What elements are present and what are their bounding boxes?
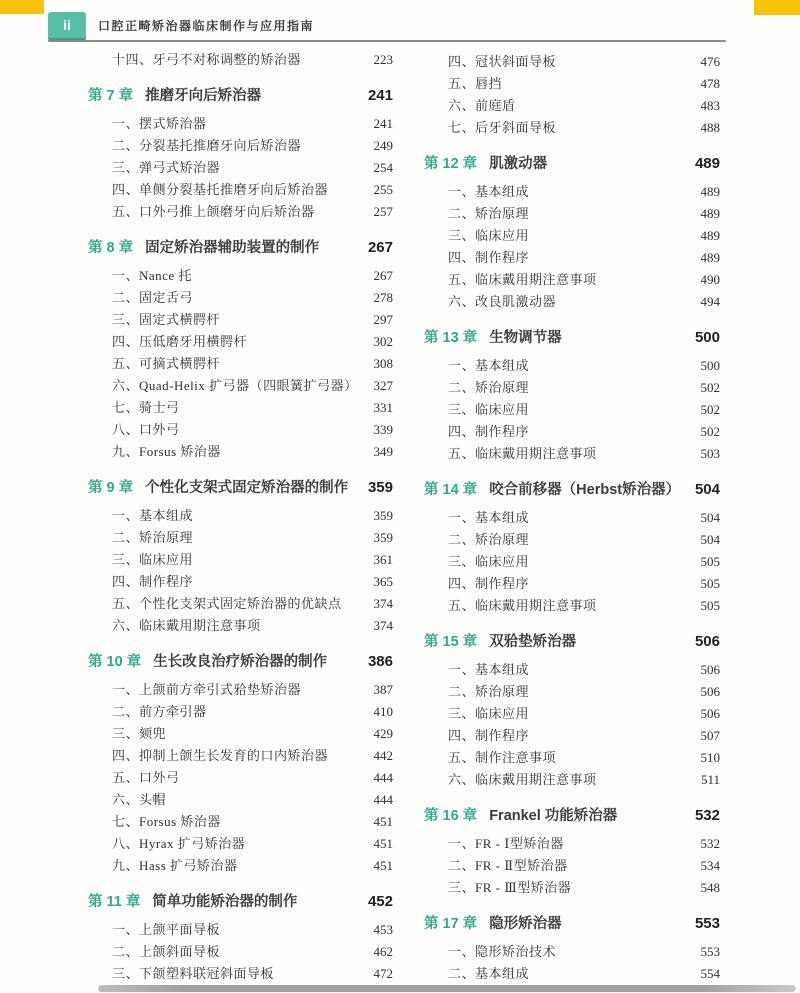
toc-item [88, 441, 393, 463]
toc-item-page-number: 510 [700, 750, 720, 765]
chapter-title: 简单功能矫治器的制作 [152, 894, 298, 910]
toc-item [424, 95, 720, 117]
chapter-heading [424, 629, 720, 655]
toc-item-page-number: 489 [700, 228, 720, 243]
toc-item [424, 203, 720, 225]
toc-item [88, 593, 393, 615]
toc-block [424, 51, 720, 139]
toc-item [424, 225, 720, 247]
toc-item-label: 四、压低磨牙用横腭杆 [112, 334, 248, 349]
toc-block [424, 803, 720, 899]
chapter-heading [88, 475, 393, 501]
toc-item-label: 十四、牙弓不对称调整的矫治器 [112, 52, 302, 67]
toc-item-page-number: 506 [700, 706, 720, 721]
toc-item-page-number: 504 [700, 532, 720, 547]
toc-item-label: 六、临床戴用期注意事项 [112, 618, 261, 633]
toc-block [88, 889, 393, 985]
toc-item-label: 五、口外弓推上颌磨牙向后矫治器 [112, 204, 315, 219]
toc-item-label: 一、上颌平面导板 [112, 922, 221, 937]
chapter-number: 第 12 章 [424, 156, 478, 172]
toc-item-label: 一、隐形矫治技术 [448, 944, 557, 959]
chapter-number: 第 13 章 [424, 330, 478, 346]
toc-item-label: 四、单侧分裂基托推磨牙向后矫治器 [112, 182, 329, 197]
page-number-badge [48, 12, 86, 41]
toc-item [424, 703, 720, 725]
toc-item-label: 二、矫治原理 [448, 684, 530, 699]
toc-item [424, 399, 720, 421]
toc-item-label: 二、分裂基托推磨牙向后矫治器 [112, 138, 302, 153]
toc-item-page-number: 507 [700, 728, 720, 743]
toc-block [424, 911, 720, 985]
chapter-page-number: 241 [367, 87, 393, 104]
toc-item-page-number: 254 [373, 160, 393, 175]
chapter-page-number: 504 [694, 481, 720, 498]
chapter-title: 个性化支架式固定矫治器的制作 [145, 480, 349, 496]
toc-item [424, 421, 720, 443]
chapter-number: 第 9 章 [88, 480, 134, 496]
toc-item-page-number: 489 [700, 250, 720, 265]
toc-item-page-number: 472 [373, 966, 393, 981]
toc-item [88, 941, 393, 963]
toc-item [88, 723, 393, 745]
toc-item-page-number: 502 [700, 424, 720, 439]
toc-item-page-number: 257 [373, 204, 393, 219]
toc-item-label: 一、摆式矫治器 [112, 116, 207, 131]
toc-left-column [88, 49, 393, 985]
chapter-page-number: 489 [694, 155, 720, 172]
toc-item-page-number: 504 [700, 510, 720, 525]
toc-item [88, 679, 393, 701]
book-title: 口腔正畸矫治器临床制作与应用指南 [98, 19, 315, 33]
toc-item-page-number: 331 [373, 400, 393, 415]
chapter-page-number: 553 [694, 915, 720, 932]
chapter-number: 第 10 章 [88, 654, 142, 670]
toc-item [88, 615, 393, 637]
toc-item-label: 五、可摘式横腭杆 [112, 356, 221, 371]
toc-item-label: 三、弹弓式矫治器 [112, 160, 221, 175]
toc-item [424, 833, 720, 855]
yellow-corner-top-left [0, 0, 44, 14]
toc-item [424, 529, 720, 551]
toc-item-label: 四、制作程序 [448, 576, 530, 591]
toc-block [88, 83, 393, 223]
toc-item [88, 157, 393, 179]
toc-item-label: 四、制作程序 [448, 728, 530, 743]
chapter-heading [88, 649, 393, 675]
toc-item-page-number: 444 [373, 770, 393, 785]
toc-item [424, 377, 720, 399]
chapter-page-number: 386 [367, 653, 393, 670]
toc-block [424, 477, 720, 617]
chapter-title: 双𬌗垫矫治器 [489, 634, 577, 650]
toc-item [424, 269, 720, 291]
toc-item-label: 二、上颌斜面导板 [112, 944, 221, 959]
toc-item-label: 七、Forsus 矫治器 [112, 814, 221, 829]
toc-item-label: 一、基本组成 [448, 662, 530, 677]
toc-item-label: 三、临床应用 [448, 228, 530, 243]
toc-item-label: 一、基本组成 [112, 508, 194, 523]
toc-item-label: 三、临床应用 [448, 554, 530, 569]
toc-item [424, 181, 720, 203]
toc-item [88, 135, 393, 157]
toc-item-label: 八、Hyrax 扩弓矫治器 [112, 836, 246, 851]
chapter-title: 生长改良治疗矫治器的制作 [153, 654, 328, 670]
chapter-page-number: 267 [367, 239, 393, 256]
toc-item-page-number: 553 [700, 944, 720, 959]
toc-item-label: 五、唇挡 [448, 76, 503, 91]
toc-item [88, 505, 393, 527]
chapter-title: 隐形矫治器 [489, 916, 562, 932]
toc-item [424, 247, 720, 269]
toc-item-label: 五、临床戴用期注意事项 [448, 598, 597, 613]
toc-item-page-number: 483 [700, 98, 720, 113]
toc-item-page-number: 500 [700, 358, 720, 373]
toc-item-label: 二、矫治原理 [448, 532, 530, 547]
chapter-number: 第 8 章 [88, 240, 134, 256]
toc-block [88, 475, 393, 637]
toc-item [88, 397, 393, 419]
toc-item-page-number: 241 [373, 116, 393, 131]
toc-item [88, 767, 393, 789]
toc-item [88, 309, 393, 331]
chapter-title: 推磨牙向后矫治器 [145, 88, 262, 104]
toc-block [88, 49, 393, 71]
toc-item [88, 571, 393, 593]
toc-item-page-number: 365 [373, 574, 393, 589]
toc-item-label: 二、矫治原理 [448, 206, 530, 221]
toc-item-label: 九、Hass 扩弓矫治器 [112, 858, 238, 873]
toc-item-page-number: 502 [700, 380, 720, 395]
toc-item-page-number: 359 [373, 508, 393, 523]
chapter-heading [424, 477, 720, 503]
toc-item-page-number: 374 [373, 596, 393, 611]
toc-item-page-number: 374 [373, 618, 393, 633]
toc-item-page-number: 494 [700, 294, 720, 309]
toc-item-label: 三、下颌塑料联冠斜面导板 [112, 966, 275, 981]
toc-item-label: 一、FR - Ⅰ型矫治器 [448, 836, 564, 851]
toc-item-label: 五、制作注意事项 [448, 750, 557, 765]
chapter-number: 第 16 章 [424, 808, 478, 824]
toc-item [88, 527, 393, 549]
chapter-number: 第 17 章 [424, 916, 478, 932]
toc-item-label: 二、前方牵引器 [112, 704, 207, 719]
toc-item-page-number: 302 [373, 334, 393, 349]
toc-item-page-number: 506 [700, 662, 720, 677]
chapter-number: 第 14 章 [424, 482, 478, 498]
toc-item-page-number: 506 [700, 684, 720, 699]
toc-item [88, 265, 393, 287]
toc-item-label: 六、Quad-Helix 扩弓器（四眼簧扩弓器） [112, 378, 358, 393]
toc-block [424, 325, 720, 465]
toc-block [424, 629, 720, 791]
chapter-page-number: 359 [367, 479, 393, 496]
toc-item-page-number: 476 [700, 54, 720, 69]
toc-item-label: 四、冠状斜面导板 [448, 54, 557, 69]
toc-item-page-number: 488 [700, 120, 720, 135]
toc-item-page-number: 387 [373, 682, 393, 697]
toc-item-label: 七、骑士弓 [112, 400, 180, 415]
chapter-heading [424, 911, 720, 937]
toc-item-page-number: 410 [373, 704, 393, 719]
toc-item [424, 507, 720, 529]
toc-item-page-number: 548 [700, 880, 720, 895]
toc-item-page-number: 554 [700, 966, 720, 981]
toc-item [424, 725, 720, 747]
toc-item-page-number: 429 [373, 726, 393, 741]
toc-item-label: 四、制作程序 [448, 250, 530, 265]
toc-item [88, 287, 393, 309]
chapter-heading [424, 151, 720, 177]
toc-item [424, 573, 720, 595]
chapter-heading [424, 803, 720, 829]
toc-item-label: 五、临床戴用期注意事项 [448, 446, 597, 461]
toc-item [88, 963, 393, 985]
toc-item-label: 一、基本组成 [448, 184, 530, 199]
toc-item-page-number: 478 [700, 76, 720, 91]
toc-item-label: 六、改良肌激动器 [448, 294, 557, 309]
toc-item-label: 六、临床戴用期注意事项 [448, 772, 597, 787]
toc-right-column [424, 51, 720, 985]
toc-item-page-number: 297 [373, 312, 393, 327]
toc-item-page-number: 505 [700, 554, 720, 569]
chapter-title: 固定矫治器辅助装置的制作 [145, 240, 320, 256]
chapter-number: 第 15 章 [424, 634, 478, 650]
toc-item-page-number: 223 [373, 52, 393, 67]
header-rule [48, 40, 726, 42]
chapter-heading [424, 325, 720, 351]
toc-item [424, 355, 720, 377]
toc-item-page-number: 489 [700, 184, 720, 199]
chapter-page-number: 500 [694, 329, 720, 346]
toc-item-page-number: 361 [373, 552, 393, 567]
chapter-title: 肌激动器 [489, 156, 548, 172]
toc-item [88, 49, 393, 71]
toc-item [424, 51, 720, 73]
toc-item [424, 877, 720, 899]
toc-item [88, 549, 393, 571]
toc-item [88, 855, 393, 877]
toc-item-page-number: 442 [373, 748, 393, 763]
toc-item [88, 919, 393, 941]
toc-item [424, 291, 720, 313]
toc-item [424, 941, 720, 963]
toc-item-label: 六、头帽 [112, 792, 167, 807]
toc-item-page-number: 534 [700, 858, 720, 873]
toc-item-label: 四、制作程序 [112, 574, 194, 589]
toc-item [88, 419, 393, 441]
toc-item-label: 三、固定式横腭杆 [112, 312, 221, 327]
chapter-number: 第 7 章 [88, 88, 134, 104]
toc-item-page-number: 359 [373, 530, 393, 545]
toc-item-page-number: 462 [373, 944, 393, 959]
chapter-title: 咬合前移器（Herbst矫治器） [489, 482, 681, 498]
chapter-number: 第 11 章 [88, 894, 141, 910]
toc-item-page-number: 490 [700, 272, 720, 287]
toc-item [88, 789, 393, 811]
toc-item-label: 二、矫治原理 [448, 380, 530, 395]
toc-item [424, 443, 720, 465]
toc-item-label: 三、临床应用 [448, 706, 530, 721]
toc-item-label: 三、临床应用 [448, 402, 530, 417]
toc-item [424, 73, 720, 95]
chapter-page-number: 452 [367, 893, 393, 910]
toc-item-label: 二、基本组成 [448, 966, 530, 981]
toc-item-page-number: 532 [700, 836, 720, 851]
toc-item [88, 353, 393, 375]
toc-item-label: 三、FR - Ⅲ型矫治器 [448, 880, 572, 895]
toc-item [424, 855, 720, 877]
toc-item [424, 659, 720, 681]
toc-item [88, 375, 393, 397]
toc-item-label: 三、临床应用 [112, 552, 194, 567]
chapter-page-number: 506 [694, 633, 720, 650]
toc-item-label: 七、后牙斜面导板 [448, 120, 557, 135]
toc-item-page-number: 511 [700, 772, 720, 787]
page-bottom-edge [98, 985, 796, 992]
toc-item [424, 595, 720, 617]
toc-item-page-number: 349 [373, 444, 393, 459]
toc-item-label: 八、口外弓 [112, 422, 180, 437]
toc-item [424, 117, 720, 139]
toc-item-page-number: 249 [373, 138, 393, 153]
toc-item-label: 四、制作程序 [448, 424, 530, 439]
toc-item-page-number: 278 [373, 290, 393, 305]
chapter-title: 生物调节器 [489, 330, 562, 346]
toc-item-page-number: 505 [700, 598, 720, 613]
toc-item [88, 113, 393, 135]
toc-block [424, 151, 720, 313]
toc-item [424, 551, 720, 573]
toc-item [88, 811, 393, 833]
toc-block [88, 649, 393, 877]
chapter-heading [88, 889, 393, 915]
toc-item-label: 四、抑制上颌生长发育的口内矫治器 [112, 748, 329, 763]
toc-item-page-number: 451 [373, 814, 393, 829]
toc-item-label: 一、Nance 托 [112, 268, 192, 283]
toc-item-label: 一、上颌前方牵引式𬌗垫矫治器 [112, 682, 302, 697]
toc-item-label: 六、前庭盾 [448, 98, 516, 113]
toc-item-page-number: 255 [373, 182, 393, 197]
toc-item-page-number: 444 [373, 792, 393, 807]
toc-item-label: 二、FR - Ⅱ型矫治器 [448, 858, 568, 873]
chapter-title: Frankel 功能矫治器 [489, 808, 618, 824]
toc-item-label: 二、固定舌弓 [112, 290, 194, 305]
toc-item [88, 331, 393, 353]
toc-item-label: 九、Forsus 矫治器 [112, 444, 221, 459]
toc-item-page-number: 453 [373, 922, 393, 937]
toc-item-page-number: 451 [373, 858, 393, 873]
toc-item-label: 一、基本组成 [448, 358, 530, 373]
toc-item-page-number: 505 [700, 576, 720, 591]
page-number: ii [63, 17, 71, 33]
yellow-corner-top-right [754, 0, 800, 15]
toc-item [424, 963, 720, 985]
toc-item [88, 745, 393, 767]
toc-item-page-number: 339 [373, 422, 393, 437]
toc-item-label: 二、矫治原理 [112, 530, 194, 545]
chapter-page-number: 532 [694, 807, 720, 824]
chapter-heading [88, 235, 393, 261]
toc-item-label: 一、基本组成 [448, 510, 530, 525]
toc-block [88, 235, 393, 463]
toc-item-label: 五、口外弓 [112, 770, 180, 785]
toc-item-page-number: 503 [700, 446, 720, 461]
toc-item-page-number: 502 [700, 402, 720, 417]
toc-item-label: 三、颏兜 [112, 726, 167, 741]
toc-item [424, 747, 720, 769]
toc-item-page-number: 308 [373, 356, 393, 371]
toc-item [88, 833, 393, 855]
toc-item [88, 701, 393, 723]
toc-item [424, 769, 720, 791]
toc-item-page-number: 327 [373, 378, 393, 393]
chapter-heading [88, 83, 393, 109]
toc-item [88, 179, 393, 201]
toc-item [424, 681, 720, 703]
toc-item-page-number: 451 [373, 836, 393, 851]
toc-item-label: 五、个性化支架式固定矫治器的优缺点 [112, 596, 342, 611]
toc-item-label: 五、临床戴用期注意事项 [448, 272, 597, 287]
toc-item-page-number: 489 [700, 206, 720, 221]
toc-item [88, 201, 393, 223]
toc-item-page-number: 267 [373, 268, 393, 283]
